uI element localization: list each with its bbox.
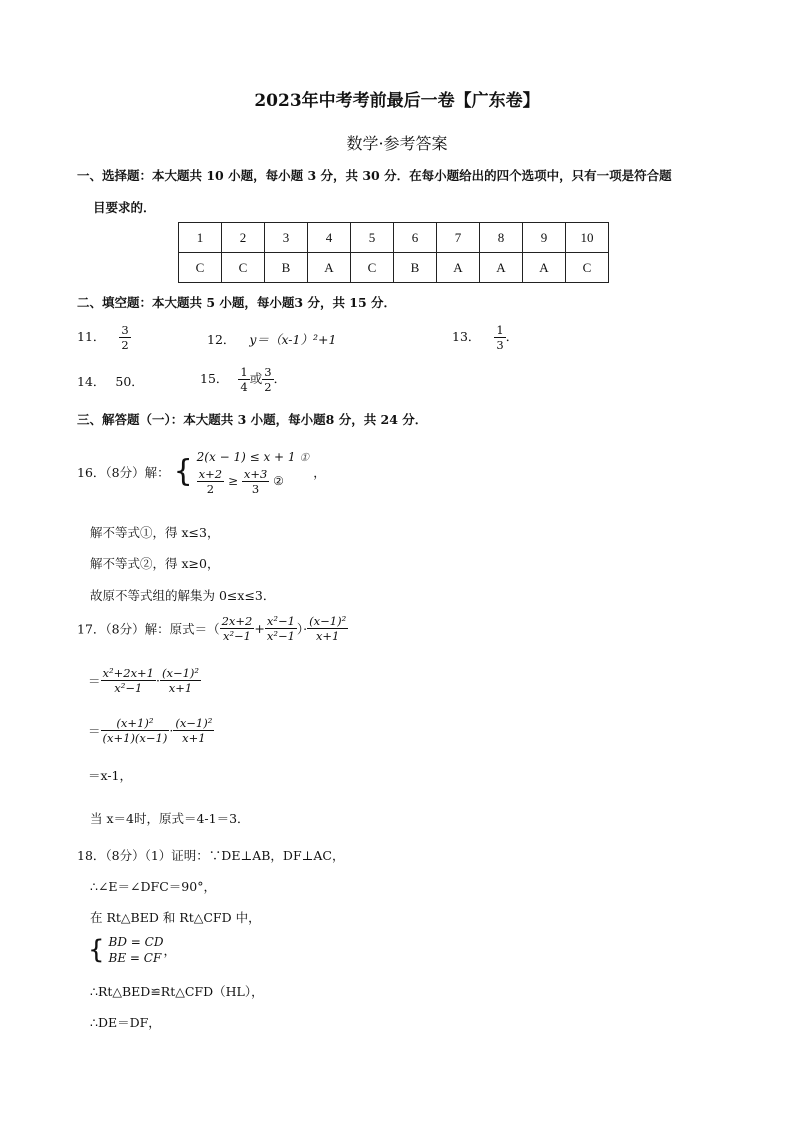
q17-step3: ＝x-1， [88,768,133,783]
q18-line2: ∴∠E＝∠DFC＝90°， [90,879,216,894]
fraction-denominator: x+1 [168,681,193,695]
table-cell: 7 [437,223,480,253]
q16-label: 16．（8分）解： [77,465,170,480]
left-brace: { [173,454,193,489]
q14-value: 50． [115,374,144,389]
q17-step2 [88,716,214,745]
table-cell: C [179,253,222,283]
dot: · [156,673,160,688]
fraction-numerator: (x−1)² [162,666,200,680]
q16-mark1: ① [299,451,310,464]
table-cell: 3 [265,223,308,253]
fraction-numerator: 1 [240,365,248,379]
answer-table-number-row [179,223,609,253]
fraction-denominator: x²−1 [114,681,143,695]
table-cell: 5 [351,223,394,253]
fraction-denominator: x²−1 [266,629,295,643]
q16-step3: 故原不等式组的解集为 0≤x≤3． [90,588,276,603]
q11-label: 11． [77,329,106,344]
q18-line3: 在 Rt△BED 和 Rt△CFD 中， [90,910,261,925]
fraction-numerator: 2x+2 [221,614,253,628]
table-cell: A [523,253,566,283]
table-cell: A [480,253,523,283]
q15-fraction-2 [262,365,273,394]
table-cell: C [351,253,394,283]
q17-step1 [88,666,201,695]
q14-answer [77,372,144,390]
q16-ineq2-op: ≥ [227,474,239,488]
q16-ineq2 [197,467,310,496]
fraction-numerator: (x+1)² [101,716,170,731]
fraction-denominator: 3 [251,482,260,496]
fraction-numerator: 3 [264,365,272,379]
section1-heading-line2: 目要求的． [93,200,156,215]
q18-equalities [109,934,164,966]
q12-expression: y＝（x-1）²+1 [249,332,337,347]
q18-line4: ∴Rt△BED≌Rt△CFD（HL）， [90,984,264,999]
q12-answer [207,330,336,348]
table-cell: C [566,253,609,283]
dot: · [169,723,174,738]
q18-comma: ， [163,943,176,958]
q18-system [88,934,176,966]
q17-close: ）· [296,621,308,637]
q16-frac-lhs [197,467,224,496]
page-title: 2023年中考考前最后一卷【广东卷】 [254,91,540,111]
q16-inequalities [197,448,310,496]
table-cell: A [437,253,480,283]
equals-sign: ＝ [88,723,101,739]
q13-tail: ． [505,329,519,344]
q16-ineq1 [197,448,310,467]
left-brace: { [88,935,105,965]
q16-step2: 解不等式②，得 x≥0， [90,556,220,571]
q17-frac-1 [220,614,255,643]
q15-tail: ． [273,371,287,386]
q17-step1-frac-a [101,666,157,695]
fraction-denominator: x+1 [315,629,340,643]
table-cell: 2 [222,223,265,253]
fraction-denominator: (x+1)(x−1) [102,731,168,745]
fraction-denominator: x²−1 [222,629,252,643]
q15-or: 或 [249,371,263,386]
table-cell: 9 [523,223,566,253]
answer-table [178,222,609,283]
q13-answer [452,323,518,352]
q17-final: 当 x＝4时，原式＝4-1＝3． [90,811,250,826]
q16-mark2: ② [273,474,284,488]
equals-sign: ＝ [88,673,101,689]
page-subtitle: 数学·参考答案 [346,134,448,153]
table-cell: 1 [179,223,222,253]
fraction-denominator: 3 [496,338,504,352]
q11-answer [77,323,131,352]
fraction-denominator: x+1 [182,731,206,745]
q16-ineq1-expr: 2(x − 1) ≤ x + 1 [196,450,296,464]
table-cell: C [222,253,265,283]
fraction-numerator: x+3 [243,467,268,481]
plus-sign: + [254,621,265,636]
fraction-numerator: (x−1)² [309,614,347,628]
fraction-denominator: 2 [206,482,215,496]
q15-answer [200,365,286,394]
q18-line5: ∴DE＝DF， [90,1015,161,1030]
fraction-denominator: 2 [121,338,129,352]
table-cell: A [308,253,351,283]
table-cell: 10 [566,223,609,253]
section3-heading: 三、解答题（一）：本大题共 3 小题，每小题8 分，共 24 分． [77,412,428,427]
table-cell: B [394,253,437,283]
q17-step2-frac-b [173,716,214,745]
q16-comma: ， [313,465,326,480]
q13-label: 13． [452,329,481,344]
section2-heading: 二、填空题：本大题共 5 小题，每小题3 分，共 15 分． [77,295,397,310]
answer-table-answer-row [179,253,609,283]
fraction-numerator: 1 [496,323,504,337]
table-cell: B [265,253,308,283]
q16-step1: 解不等式①，得 x≤3， [90,525,220,540]
q18-eq2: BE = CF [108,951,162,965]
q15-label: 15． [200,371,229,386]
q15-fraction-1 [238,365,249,394]
fraction-numerator: 3 [121,323,129,337]
q16-frac-rhs [242,467,269,496]
fraction-numerator: x+2 [198,467,223,481]
q18-line1: 18．（8分）（1）证明：∵DE⊥AB，DF⊥AC， [77,848,345,863]
q17-label: 17．（8分）解：原式＝（ [77,621,220,637]
q17-expression [77,614,348,643]
table-cell: 8 [480,223,523,253]
q17-frac-3 [307,614,348,643]
table-cell: 4 [308,223,351,253]
q12-label: 12． [207,332,236,347]
q11-fraction [119,323,130,352]
table-cell: 6 [394,223,437,253]
q14-label: 14． [77,374,106,389]
q17-step2-frac-a [101,716,170,745]
q17-step1-frac-b [160,666,201,695]
fraction-denominator: 2 [264,380,272,394]
q17-frac-2 [265,614,297,643]
q16-system [77,448,326,496]
fraction-numerator: x²+2x+1 [102,666,155,680]
fraction-numerator: (x−1)² [175,716,213,730]
section1-heading-line1: 一、选择题：本大题共 10 小题，每小题 3 分，共 30 分．在每小题给出的四个选项中，只有一项是符合题 [77,168,672,183]
fraction-denominator: 4 [240,380,248,394]
q18-eq1: BD = CD [108,935,164,949]
q13-fraction [494,323,505,352]
fraction-numerator: x²−1 [266,614,295,628]
